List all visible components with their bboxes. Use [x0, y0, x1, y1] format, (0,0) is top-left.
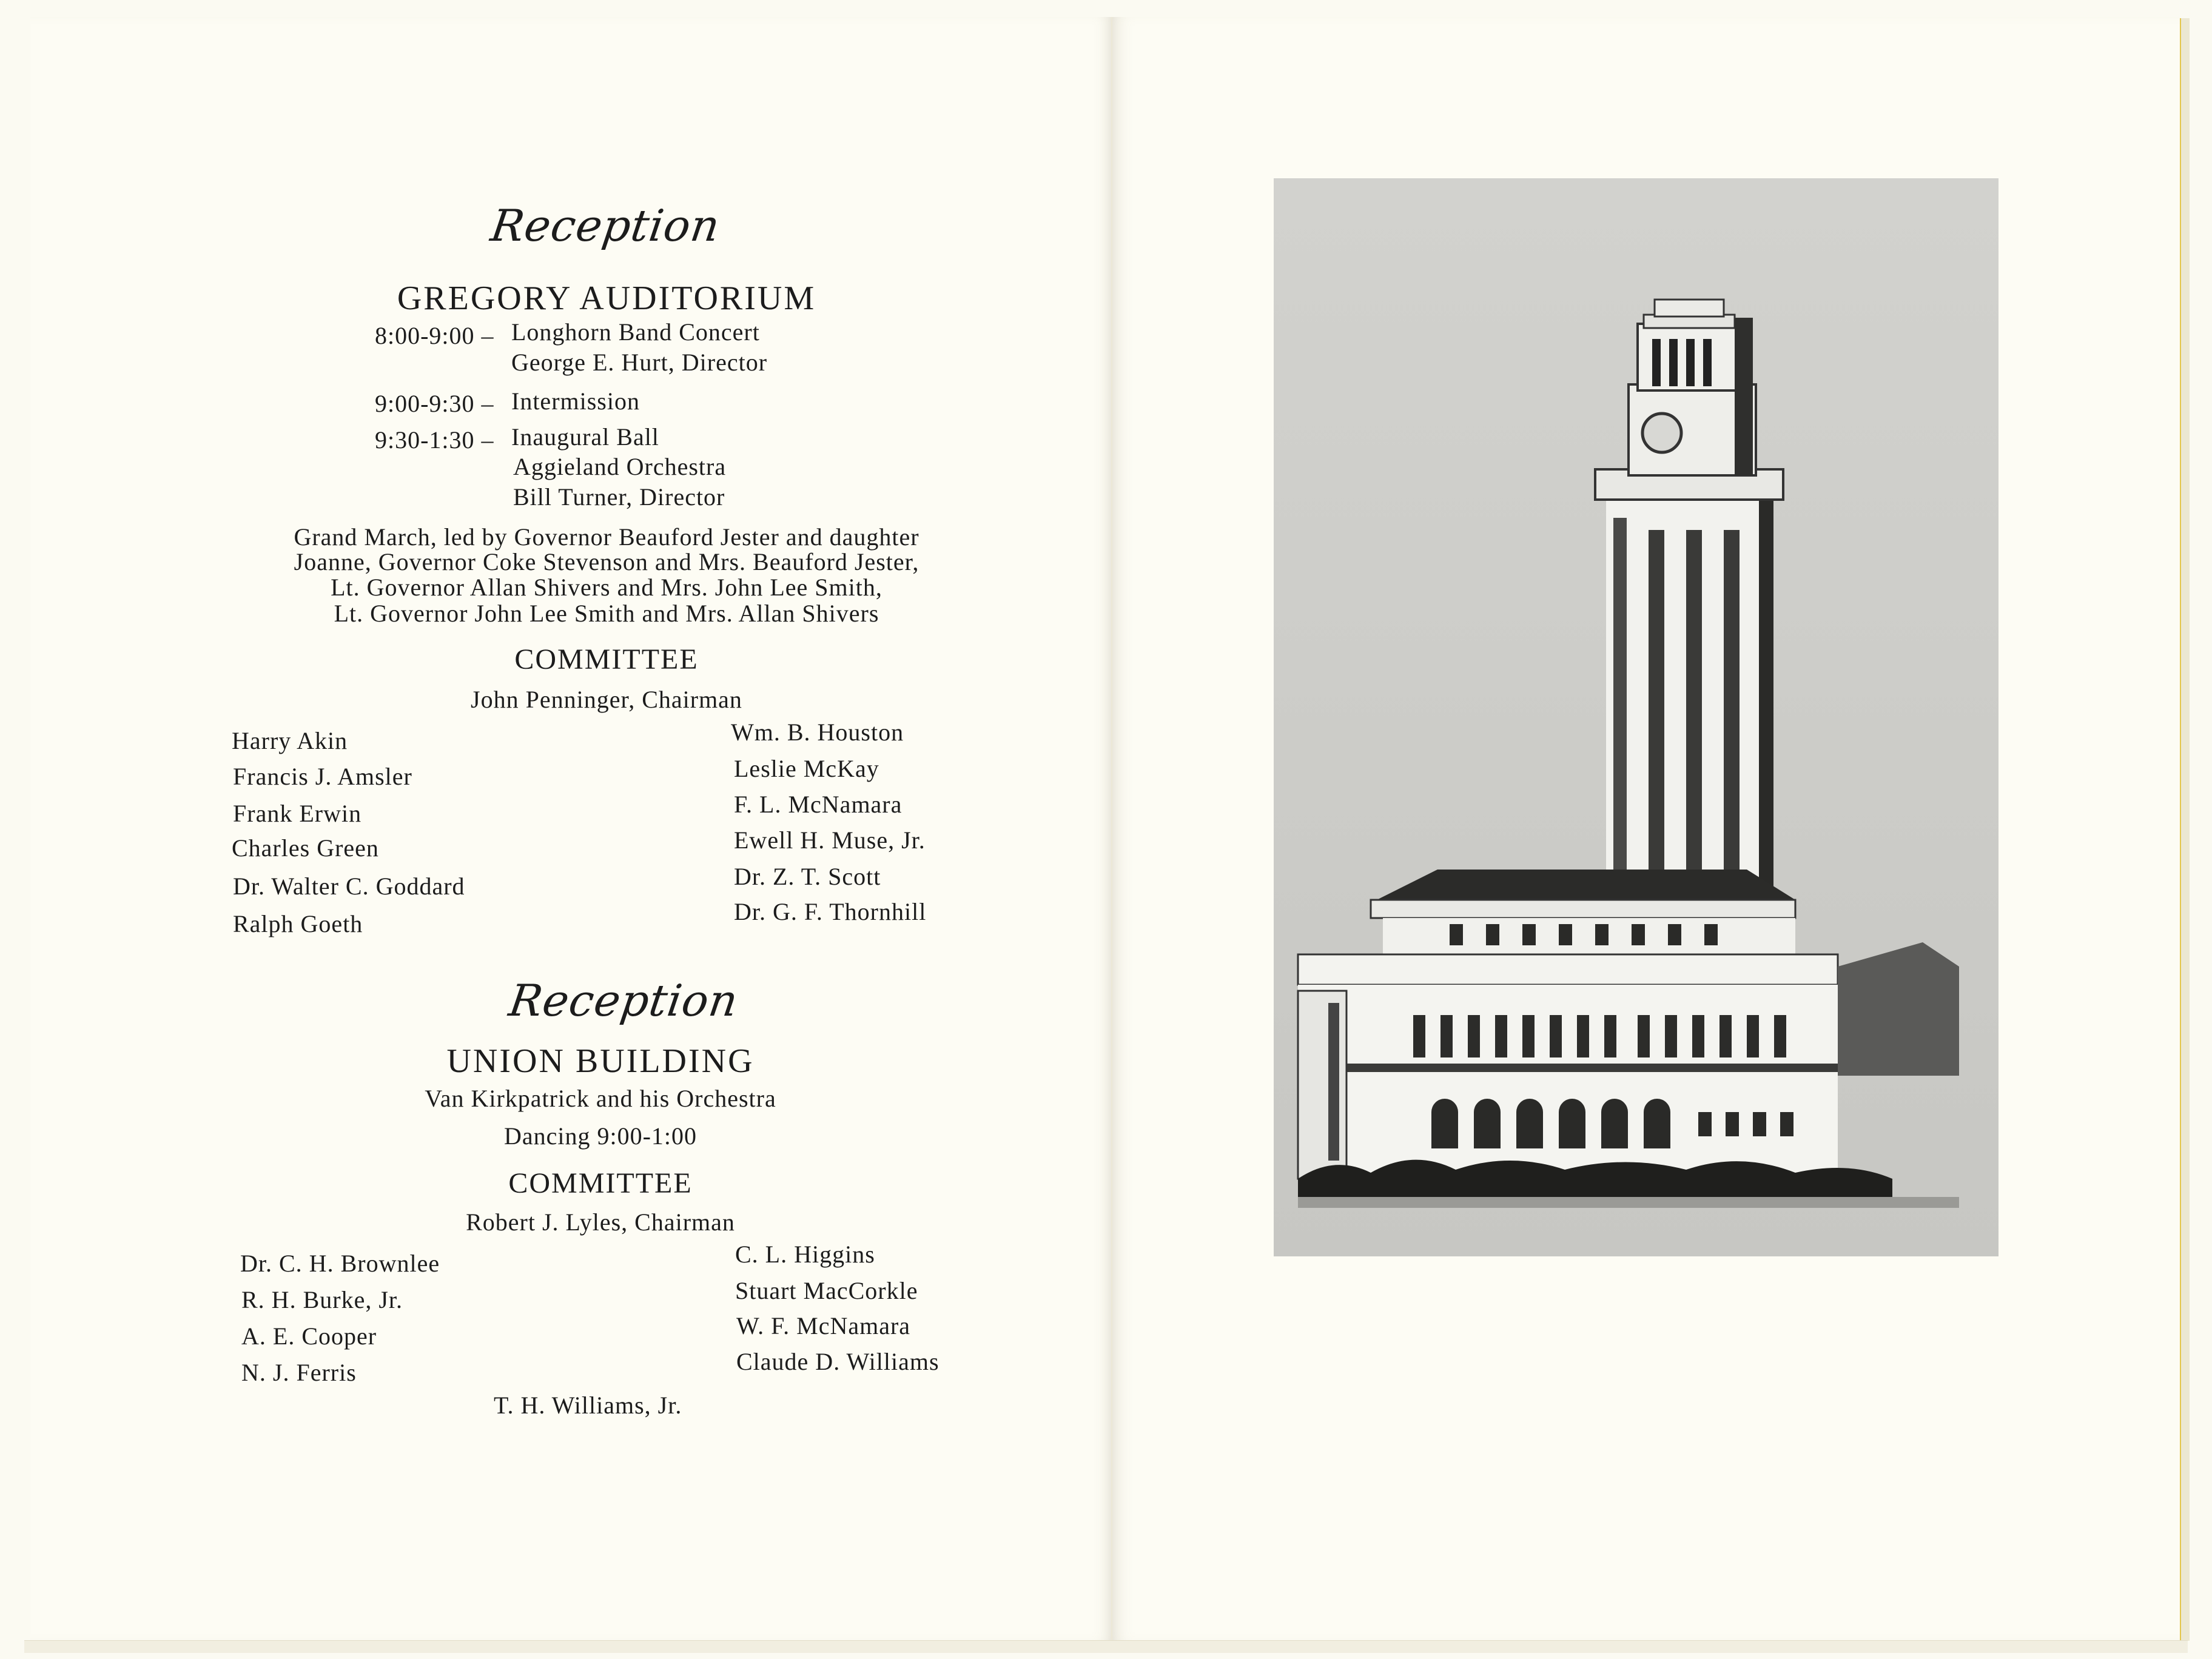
grand-march-line-2: Joanne, Governor Coke Stevenson and Mrs. Beauford Jester,: [294, 548, 919, 575]
committee-member: Leslie McKay: [734, 755, 879, 782]
committee-member: Charles Green: [232, 834, 379, 862]
schedule-event-3: Inaugural Ball: [511, 423, 659, 451]
tower-drawing-icon: [1274, 178, 1999, 1256]
committee-member: F. L. McNamara: [734, 791, 903, 818]
committee-member: Dr. C. H. Brownlee: [240, 1250, 440, 1277]
schedule-time-1: 8:00-9:00 –: [375, 322, 494, 349]
tower-illustration: [1274, 178, 1999, 1256]
committee-member: Dr. Z. T. Scott: [734, 863, 881, 890]
committee-member: T. H. Williams, Jr.: [494, 1392, 682, 1419]
reception-heading-1: Reception: [488, 200, 724, 251]
committee-member: R. H. Burke, Jr.: [241, 1286, 403, 1313]
back-cover-edge: [2180, 18, 2190, 1641]
committee-member: Wm. B. Houston: [731, 719, 904, 746]
committee-member: Frank Erwin: [233, 800, 362, 827]
dancing-line: Dancing 9:00-1:00: [503, 1122, 698, 1150]
committee-chairman-1: John Penninger, Chairman: [471, 686, 742, 713]
grand-march-line-4: Lt. Governor John Lee Smith and Mrs. Allan Shivers: [334, 600, 879, 627]
gregory-auditorium-title: GREGORY AUDITORIUM: [397, 280, 816, 317]
committee-member: Dr. G. F. Thornhill: [734, 898, 927, 925]
grand-march-line-3: Lt. Governor Allan Shivers and Mrs. John Lee Smith,: [331, 574, 882, 601]
schedule-time-2: 9:00-9:30 –: [375, 390, 494, 417]
committee-chairman-2: Robert J. Lyles, Chairman: [466, 1208, 735, 1236]
schedule-detail-3a: Aggieland Orchestra: [513, 453, 727, 480]
committee-member: N. J. Ferris: [241, 1359, 357, 1386]
reception-heading-2: Reception: [506, 975, 742, 1026]
bottom-cover-edge: [24, 1640, 2188, 1653]
committee-member: Harry Akin: [232, 727, 348, 754]
schedule-event-1: Longhorn Band Concert: [511, 318, 760, 346]
committee-title-1: COMMITTEE: [514, 643, 699, 675]
schedule-event-2: Intermission: [511, 387, 640, 415]
schedule-time-3: 9:30-1:30 –: [375, 426, 494, 454]
committee-member: Francis J. Amsler: [233, 763, 412, 790]
committee-member: Ewell H. Muse, Jr.: [734, 826, 926, 854]
orchestra-line: Van Kirkpatrick and his Orchestra: [425, 1085, 776, 1112]
committee-member: Dr. Walter C. Goddard: [233, 873, 465, 900]
schedule-detail-1: George E. Hurt, Director: [511, 349, 768, 376]
grand-march-line-1: Grand March, led by Governor Beauford Jester and daughter: [294, 523, 919, 551]
committee-member: W. F. McNamara: [736, 1312, 911, 1339]
committee-member: A. E. Cooper: [241, 1322, 377, 1350]
schedule-detail-3b: Bill Turner, Director: [513, 483, 725, 511]
committee-title-2: COMMITTEE: [508, 1167, 693, 1199]
committee-member: Ralph Goeth: [233, 910, 363, 937]
committee-member: Claude D. Williams: [736, 1348, 940, 1375]
committee-member: C. L. Higgins: [735, 1241, 875, 1268]
union-building-title: UNION BUILDING: [446, 1042, 755, 1080]
committee-member: Stuart MacCorkle: [735, 1277, 918, 1304]
